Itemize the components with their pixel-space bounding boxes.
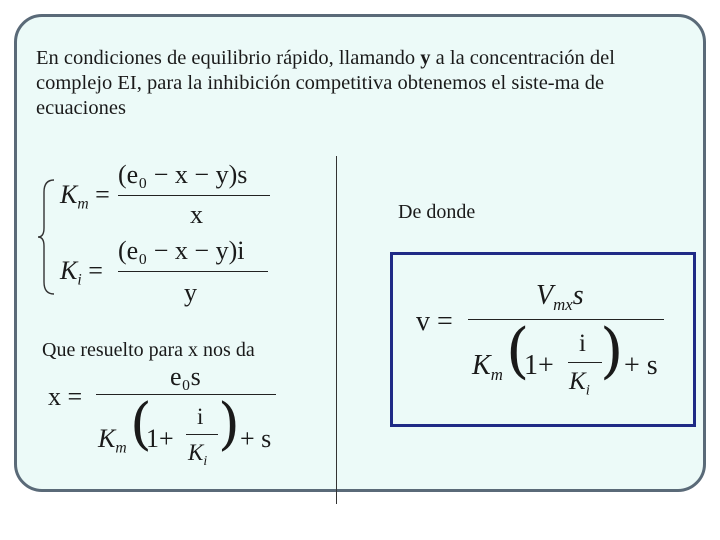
left-brace — [36, 178, 56, 296]
de-donde-text: De donde — [398, 201, 476, 223]
intro-text: En condiciones de equilibrio rápido, llamando y a la concentración del complejo EI, para la inhibición competitiva obtenemos el siste-ma de ecuaciones — [36, 47, 615, 119]
result-box — [390, 252, 696, 427]
vertical-divider — [336, 156, 337, 504]
eq1-numerator: (e₀ − x − y)s — [118, 160, 248, 189]
eq1-denominator: x — [190, 200, 203, 229]
que-resuelto-text: Que resuelto para x nos da — [42, 339, 255, 361]
eq2-numerator: (e₀ − x − y)i — [118, 236, 245, 265]
eq2-denominator: y — [184, 278, 197, 307]
